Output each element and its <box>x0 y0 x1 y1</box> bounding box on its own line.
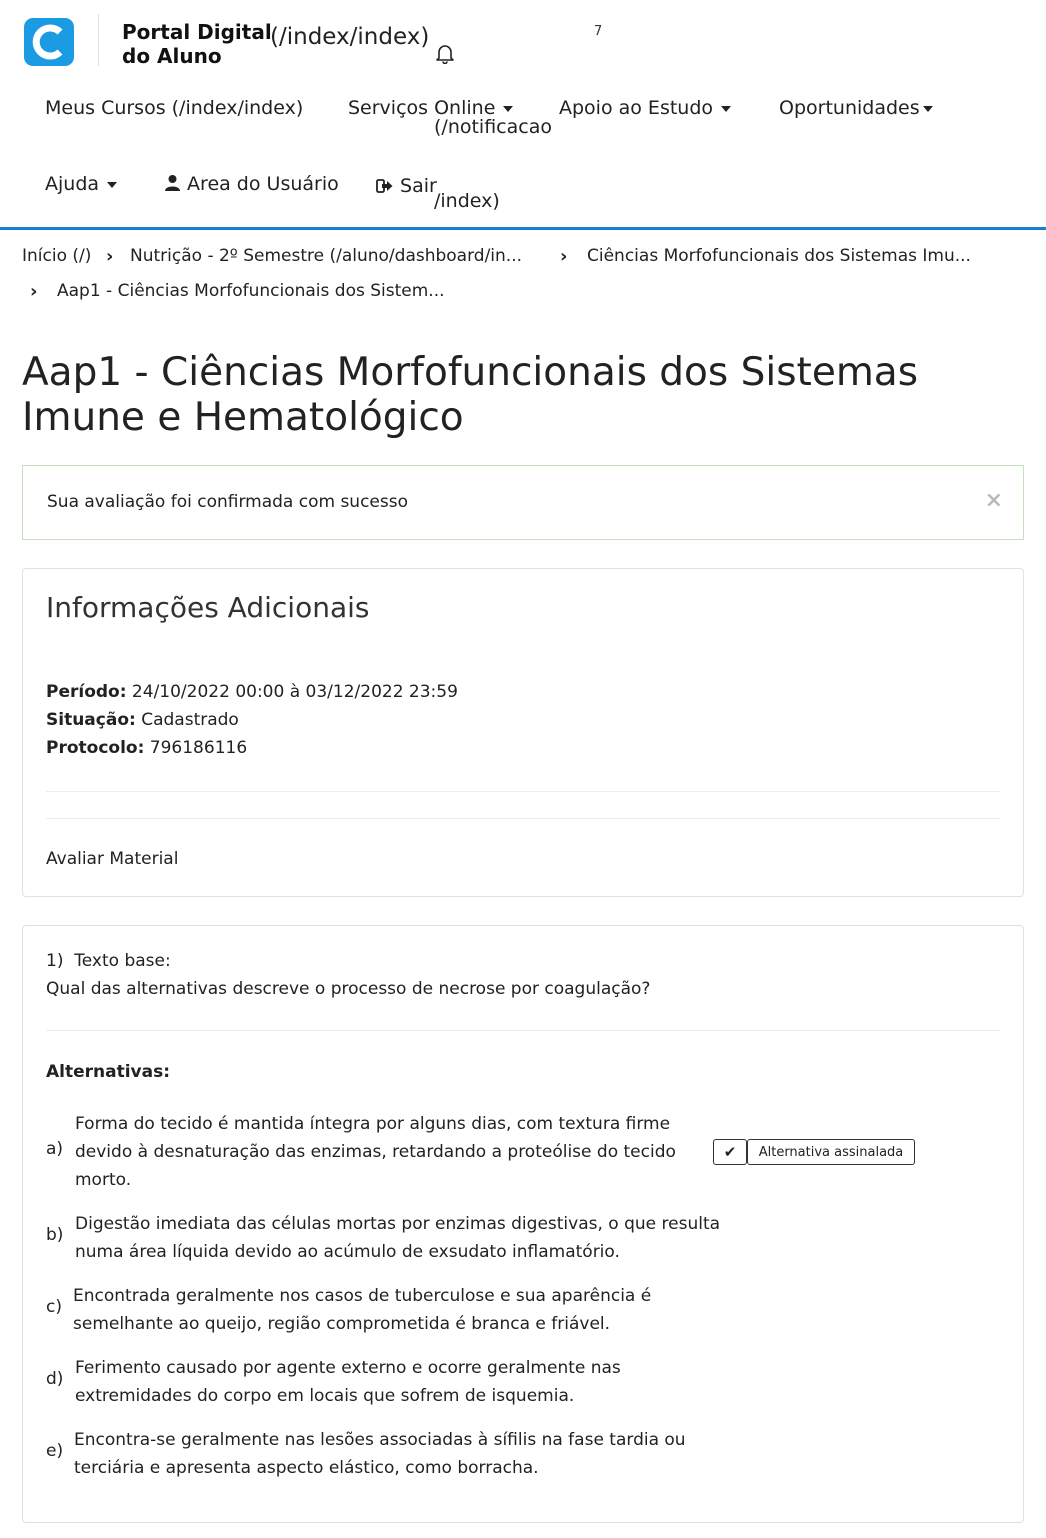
periodo-row <box>46 682 458 702</box>
question-panel <box>22 925 1024 1523</box>
check-icon: ✔ <box>713 1139 747 1165</box>
nav-sair-label: Sair <box>400 175 437 197</box>
portal-logo[interactable] <box>24 18 74 66</box>
nav-sair[interactable] <box>376 175 437 197</box>
alternative-c-text: Encontrada geralmente nos casos de tuberculose e sua aparência é semelhante ao queijo, região comprometida é branca e friável. <box>73 1286 652 1334</box>
alternative-b-text: Digestão imediata das células mortas por enzimas digestivas, o que resulta numa área líquida devido ao acúmulo de exsudato inflamatório. <box>75 1214 721 1262</box>
question-text: Qual das alternativas descreve o processo de necrose por coagulação? <box>46 979 651 999</box>
breadcrumb-curso[interactable]: Nutrição - 2º Semestre (/aluno/dashboard/in... <box>130 246 523 266</box>
page-title: Aap1 - Ciências Morfofuncionais dos Sistemas Imune e Hematológico <box>22 350 919 440</box>
nav-oportunidades-label: Oportunidades <box>779 97 920 119</box>
alternative-letter: e) <box>46 1441 64 1461</box>
alternative-d-text: Ferimento causado por agente externo e ocorre geralmente nas extremidades do corpo em locais que sofrem de isquemia. <box>75 1358 621 1406</box>
breadcrumb-atividade: Aap1 - Ciências Morfofuncionais dos Sistem... <box>57 281 445 301</box>
periodo-value: 24/10/2022 00:00 à 03/12/2022 23:59 <box>126 682 458 702</box>
alternative-letter: c) <box>46 1297 62 1317</box>
alternative-letter: d) <box>46 1369 64 1389</box>
divider <box>46 818 1000 819</box>
alert-message: Sua avaliação foi confirmada com sucesso <box>47 492 409 512</box>
divider <box>46 1030 1000 1031</box>
chevron-down-icon <box>107 182 117 188</box>
alternative-a-text: Forma do tecido é mantida íntegra por alguns dias, com textura firme devido à desnaturação das enzimas, retardando a proteólise do tecido morto. <box>75 1114 676 1190</box>
question-number: 1) <box>46 951 64 971</box>
protocolo-label: Protocolo: <box>46 738 145 758</box>
situacao-value: Cadastrado <box>135 710 239 730</box>
nav-area-usuario[interactable] <box>164 173 339 195</box>
periodo-label: Período: <box>46 682 127 702</box>
brand-name[interactable] <box>122 20 272 68</box>
notification-link[interactable]: (/notificacao <box>434 116 552 138</box>
notification-link-continued[interactable]: /index) <box>434 190 500 212</box>
chevron-right-icon: › <box>106 246 114 267</box>
info-panel <box>22 568 1024 897</box>
nav-apoio-estudo-label: Apoio ao Estudo <box>559 97 714 119</box>
close-icon[interactable]: × <box>984 488 1003 513</box>
nav-servicos-online-label: Serviços Online <box>348 97 496 119</box>
protocolo-row <box>46 738 247 758</box>
brand-line-2: do Aluno <box>122 44 222 68</box>
alternative-letter: a) <box>46 1139 64 1159</box>
situacao-row <box>46 710 239 730</box>
chevron-right-icon: › <box>560 246 568 267</box>
bell-icon[interactable] <box>434 42 456 68</box>
chevron-down-icon <box>923 106 933 112</box>
header-divider <box>0 227 1046 230</box>
breadcrumb-disciplina[interactable]: Ciências Morfofuncionais dos Sistemas Imu... <box>587 246 971 266</box>
question-base-label: Texto base: <box>74 951 171 971</box>
chevron-down-icon <box>503 106 513 112</box>
divider <box>46 791 1000 792</box>
question-header <box>46 951 171 971</box>
info-title: Informações Adicionais <box>46 591 370 624</box>
logo-divider <box>98 14 99 66</box>
brand-link[interactable]: (/index/index) <box>270 24 430 50</box>
notification-count: 7 <box>594 24 603 39</box>
chevron-down-icon <box>721 106 731 112</box>
nav-oportunidades[interactable] <box>779 97 933 119</box>
success-alert <box>22 465 1024 540</box>
nav-apoio-estudo[interactable] <box>559 97 731 119</box>
sign-out-icon <box>376 178 394 194</box>
alternatives-label: Alternativas: <box>46 1062 171 1082</box>
situacao-label: Situação: <box>46 710 136 730</box>
nav-area-usuario-label: Area do Usuário <box>187 173 339 195</box>
protocolo-value: 796186116 <box>144 738 248 758</box>
alternative-e-text: Encontra-se geralmente nas lesões associadas à sífilis na fase tardia ou terciária e apresenta aspecto elástico, como borracha. <box>74 1430 686 1478</box>
nav-ajuda-label: Ajuda <box>45 173 100 195</box>
selected-alternative-badge: Alternativa assinalada <box>747 1139 915 1165</box>
chevron-right-icon: › <box>30 281 38 302</box>
nav-meus-cursos-label: Meus Cursos (/index/index) <box>45 97 304 119</box>
nav-meus-cursos[interactable] <box>45 97 303 119</box>
breadcrumb-inicio[interactable]: Início (/) <box>22 246 92 266</box>
user-icon <box>164 174 181 192</box>
brand-line-1: Portal Digital <box>122 20 272 44</box>
nav-ajuda[interactable] <box>45 173 117 195</box>
alternative-letter: b) <box>46 1225 64 1245</box>
avaliar-material-link[interactable]: Avaliar Material <box>46 849 179 869</box>
